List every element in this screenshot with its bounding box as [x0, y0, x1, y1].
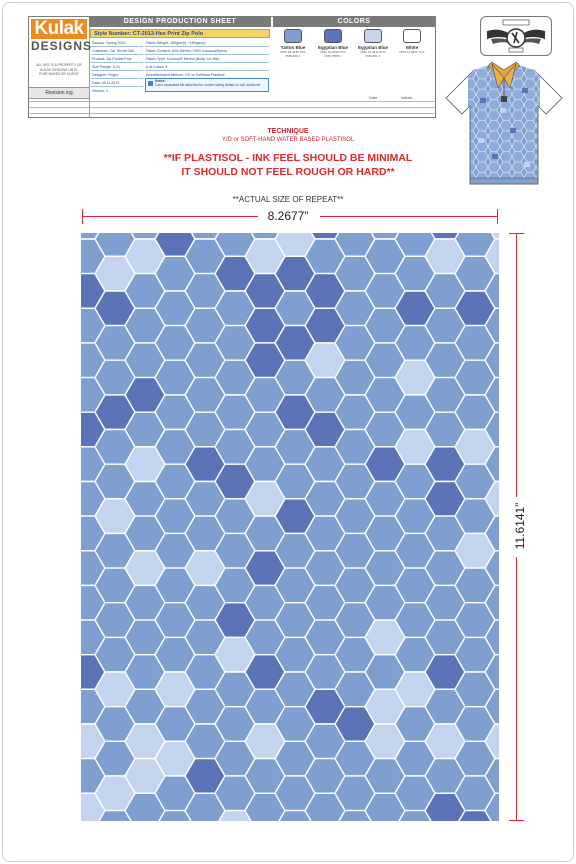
info-fabric-content: Fabric Content: 50% Merino / 50% Coconut(Nylon)	[146, 49, 227, 53]
warning-line-1: **IF PLASTISOL - INK FEEL SHOULD BE MINIMAL	[163, 152, 413, 164]
info-product: Product: Zip Pocket Polo	[92, 57, 132, 61]
height-tick-top	[509, 233, 524, 234]
swatch-tattoo-blue	[284, 29, 302, 43]
info-size-range: Size Range: S-XL	[92, 65, 121, 69]
width-dimension-label: 8.2677”	[267, 209, 309, 223]
rev-initials-header: Initials	[401, 95, 413, 100]
info-designer: Designer: Roger	[92, 73, 119, 77]
company-logo	[29, 17, 93, 118]
style-number: Style Number: CT-2013-Hex Print Zip Polo	[90, 29, 270, 38]
header-block	[28, 16, 436, 118]
swatch-code	[353, 51, 393, 58]
winged-emblem-icon	[481, 17, 551, 55]
info-date: Date: 08.11.2013	[92, 81, 120, 85]
logo-note: ALL ART IS A PROPERTY OF KULAK DESIGNS UNTIL PURCHASED BY CLIENT	[36, 63, 82, 77]
swatch-name: Tattoo Blue	[280, 45, 306, 50]
swatch-code-1: PMS 16-4132 TCX	[280, 50, 306, 54]
info-fabric-weight: Fabric Weight: 180gsm(r) ~180gsm(t)	[146, 41, 206, 45]
swatch-code-1: PMS 11-0601 TCX	[399, 50, 425, 54]
height-dimension-label: 11.6141”	[513, 502, 527, 550]
swatch-name: Egyptian Blue	[357, 45, 388, 50]
rev-date-header: Date	[369, 95, 378, 100]
swatch-name: White	[405, 45, 419, 50]
notes-body: Color separated file attached for screen sizing details or call: kulak.net	[155, 82, 261, 87]
colors-title: COLORS	[273, 17, 435, 27]
swatch-egyptian-blue-light	[364, 29, 382, 43]
logo-sub: DESIGNS	[31, 39, 93, 53]
swatch-code	[273, 51, 313, 58]
notes-title: Notes:	[155, 79, 166, 83]
revision-log-label: Revision log	[29, 87, 89, 99]
brand-emblem	[480, 16, 552, 56]
swatch-egyptian-blue	[324, 29, 342, 43]
warning-line-2: IT SHOULD NOT FEEL ROUGH OR HARD**	[181, 166, 395, 178]
swatch-name: Egyptian Blue	[317, 45, 348, 50]
notes-text	[155, 80, 260, 88]
swatch-code-2: PMS 7686 C	[324, 53, 342, 58]
hex-pattern-repeat	[81, 233, 499, 821]
swatch-white	[403, 29, 421, 43]
actual-size-label: **ACTUAL SIZE OF REPEAT**	[232, 195, 344, 204]
swatch-code-1: PMS 19-3936 TCX	[320, 50, 346, 54]
info-version: Version: 1	[92, 89, 108, 93]
hex-pattern	[81, 233, 499, 821]
info-embellishment: Embellishment Method: Y/D or Softhand Plastisol	[146, 73, 225, 77]
info-fabric-type: Fabric Type: Coconut® Merino (Body 1x1 Rib)	[146, 57, 220, 61]
info-num-colors: # of Colors: 4	[146, 65, 168, 69]
height-tick-bottom	[509, 820, 524, 821]
notes-box	[145, 78, 269, 92]
swatch-code	[392, 51, 432, 55]
technique-subtitle: Y/D or SOFT-HAND WATER BASED PLASTISOL	[221, 137, 355, 143]
sheet-title: DESIGN PRODUCTION SHEET	[89, 17, 271, 27]
logo-brand: Kulak	[31, 19, 87, 39]
technique-title: TECHNIQUE	[267, 128, 309, 135]
notes-icon	[148, 81, 153, 86]
swatch-code-2: PMS 660 C	[285, 53, 301, 58]
info-customer: Customer: Cut Throat Golf	[92, 49, 135, 53]
swatch-code-1: PMS 14-4112 TCX	[360, 50, 386, 54]
swatch-code-2: PMS 651 C	[365, 53, 381, 58]
info-season: Season: Spring 2014	[92, 41, 126, 45]
swatch-code	[313, 51, 353, 58]
